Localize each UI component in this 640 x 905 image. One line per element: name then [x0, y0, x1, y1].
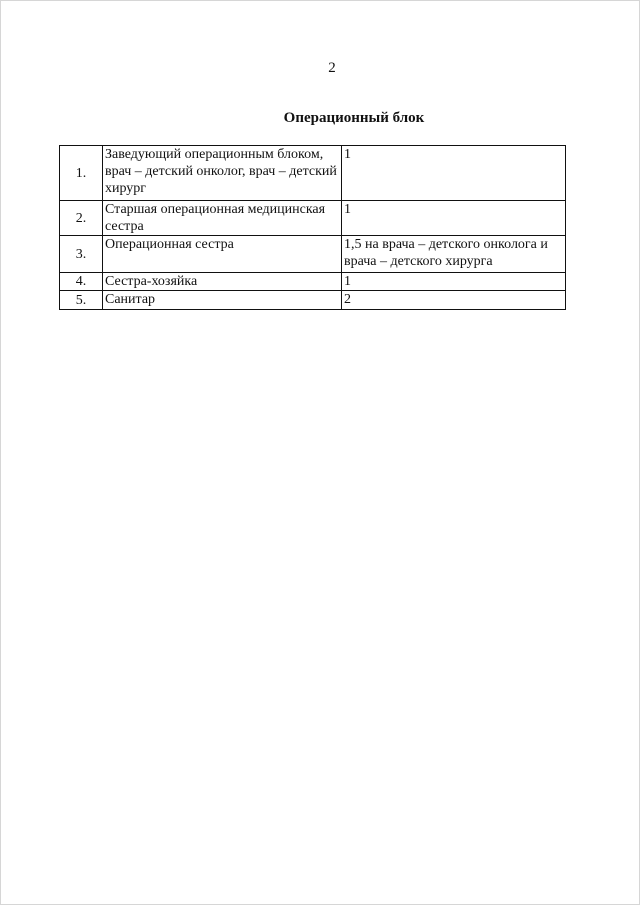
quantity-cell: 1	[342, 146, 566, 201]
table-row	[60, 291, 566, 310]
position-cell: Старшая операционная медицинская сестра	[103, 201, 342, 236]
position-cell: Операционная сестра	[103, 236, 342, 273]
row-number: 3.	[60, 236, 103, 273]
table-row	[60, 236, 566, 273]
table-row	[60, 273, 566, 291]
staff-table	[59, 145, 566, 310]
table-row	[60, 146, 566, 201]
position-cell: Сестра-хозяйка	[103, 273, 342, 291]
table-row	[60, 201, 566, 236]
row-number: 4.	[60, 273, 103, 291]
row-number: 2.	[60, 201, 103, 236]
quantity-cell: 1	[342, 201, 566, 236]
section-title: Операционный блок	[283, 110, 425, 126]
row-number: 5.	[60, 291, 103, 310]
page-number: 2	[328, 60, 336, 76]
row-number: 1.	[60, 146, 103, 201]
position-cell: Санитар	[103, 291, 342, 310]
quantity-cell: 1	[342, 273, 566, 291]
quantity-cell: 1,5 на врача – детского онколога и врача – детского хирурга	[342, 236, 566, 273]
position-cell: Заведующий операционным блоком, врач – детский онколог, врач – детский хирург	[103, 146, 342, 201]
quantity-cell: 2	[342, 291, 566, 310]
